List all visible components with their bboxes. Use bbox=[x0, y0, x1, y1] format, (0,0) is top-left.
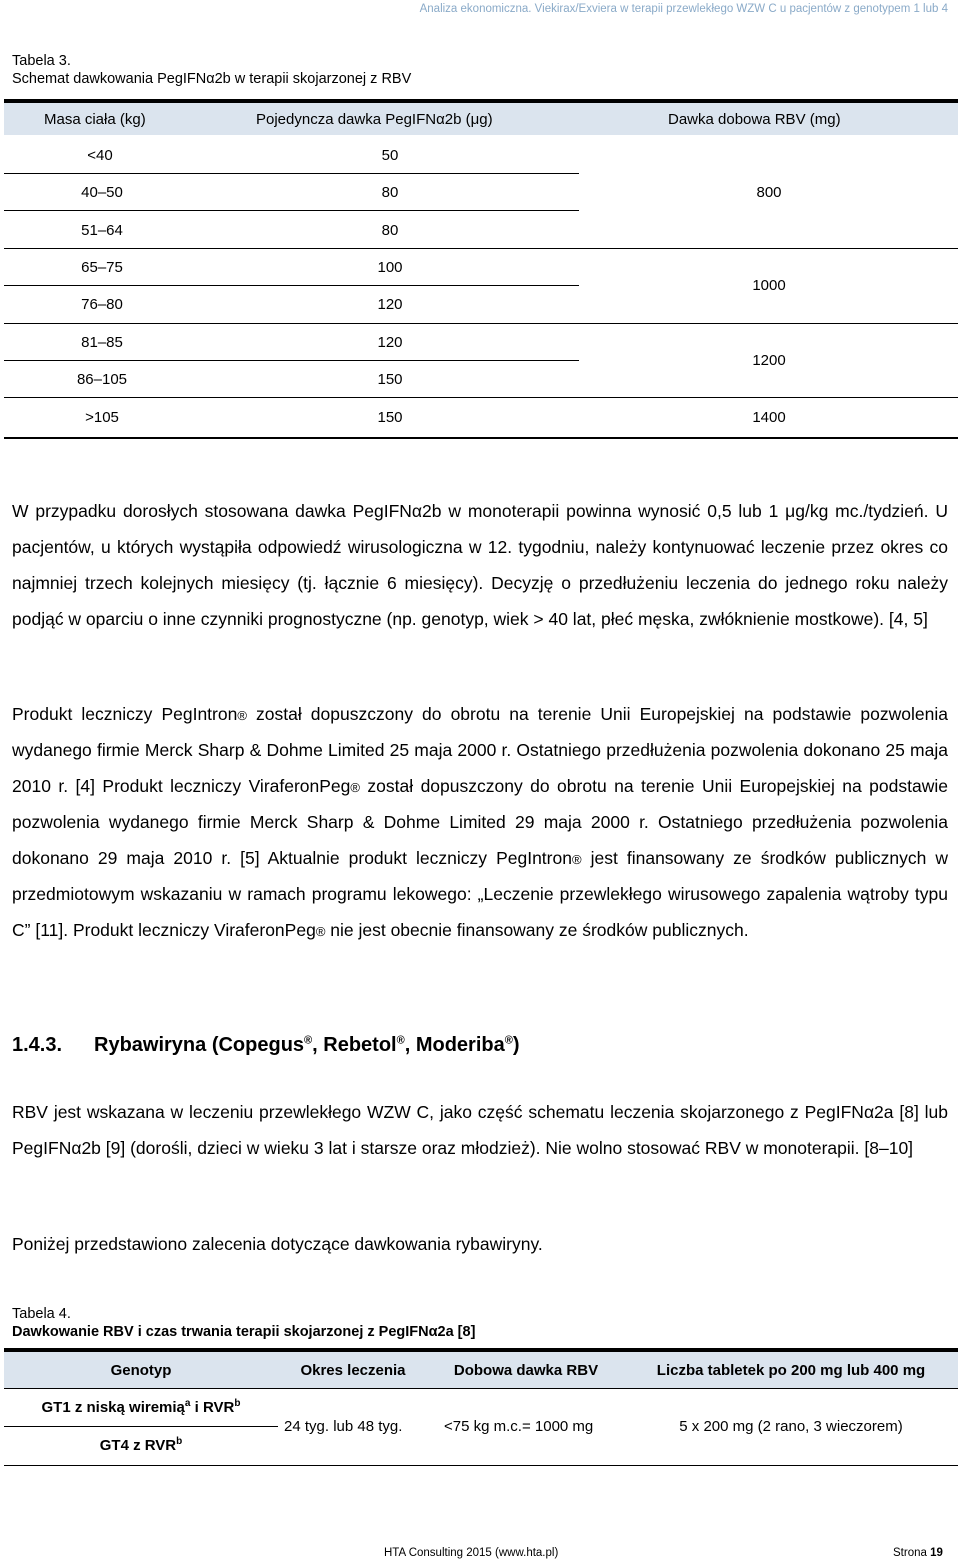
tablets-cell: 5 x 200 mg (2 rano, 3 wieczorem) bbox=[679, 1418, 903, 1435]
mass-cell: >105 bbox=[85, 409, 119, 426]
table4-header-row bbox=[4, 1352, 958, 1388]
mass-cell: 76–80 bbox=[81, 296, 123, 313]
mass-cell: 81–85 bbox=[81, 334, 123, 351]
paragraph-rbv-indication: RBV jest wskazana w leczeniu przewlekłego WZW C, jako część schematu leczenia skojarzonego z PegIFNα2a [8] lub PegIFNα2b [9] (dorośli, dzieci w wieku 3 lat i starsze oraz młodzież). Nie wolno stosować RBV w monoterapii. [8–10] bbox=[12, 1102, 948, 1158]
dose-cell: 80 bbox=[381, 222, 399, 239]
period-cell: 24 tyg. lub 48 tyg. bbox=[284, 1418, 403, 1435]
rbv-cell: 1000 bbox=[752, 277, 786, 294]
genotype-cell-gt4: GT4 z RVR$^b$ bbox=[99, 1436, 183, 1454]
table3-header-row bbox=[4, 103, 958, 135]
rbv-dose-cell: <75 kg m.c.= 1000 mg bbox=[444, 1418, 594, 1435]
mass-cell: 51–64 bbox=[81, 222, 123, 239]
mass-cell: 65–75 bbox=[81, 259, 123, 276]
section-number: 1.4.3. bbox=[12, 1034, 63, 1056]
dose-cell: 120 bbox=[377, 296, 403, 313]
rbv-cell: 1400 bbox=[752, 409, 786, 426]
col-header-period: Okres leczenia bbox=[300, 1362, 406, 1379]
col-header-rbv: Dawka dobowa RBV (mg) bbox=[668, 111, 841, 128]
dose-cell: 50 bbox=[381, 147, 399, 164]
table3-caption bbox=[12, 52, 411, 88]
rbv-cell: 1200 bbox=[752, 352, 786, 369]
mass-cell: 86–105 bbox=[76, 371, 128, 388]
rbv-cell: 800 bbox=[756, 184, 782, 201]
running-title: Analiza ekonomiczna. Viekirax/Exviera w terapii przewlekłego WZW C u pacjentów z genotypem 1 lub 4 bbox=[419, 3, 948, 15]
paragraph-rbv-intro: Poniżej przedstawiono zalecenia dotyczące dawkowania rybawiryny. bbox=[12, 1234, 543, 1254]
paragraph-authorisation: Produkt leczniczy PegIntron® został dopuszczony do obrotu na terenie Unii Europejskiej na podstawie pozwolenia wydanego firmie Merck Sharp & Dohme Limited 25 maja 2000 r. Ostatniego przedłużenia pozwolenia dokonano 25 maja 2010 r. [4] Produkt leczniczy ViraferonPeg® został dopuszczony do obrotu na terenie Unii Europejskiej na podstawie pozwolenia wydanego firmie Merck Sharp & Dohme Limited 29 maja 2000 r. Ostatniego przedłużenia pozwolenia dokonano 29 maja 2010 r. [5] Aktualnie produkt leczniczy PegIntron® jest finansowany ze środków publicznych w przedmiotowym wskazaniu w ramach programu lekowego: „Leczenie przewlekłego wirusowego zapalenia wątroby typu C” [11]. Produkt leczniczy ViraferonPeg® nie jest obecnie finansowany ze środków publicznych. bbox=[12, 704, 948, 940]
dose-cell: 150 bbox=[377, 371, 403, 388]
col-header-mass: Masa ciała (kg) bbox=[44, 111, 146, 128]
col-header-rbv-dose: Dobowa dawka RBV bbox=[453, 1362, 599, 1379]
table3-label: Tabela 3. bbox=[12, 53, 71, 69]
footer-left: HTA Consulting 2015 (www.hta.pl) bbox=[384, 1547, 559, 1559]
section-heading: 1.4.3. Rybawiryna (Copegus®, Rebetol®, Moderiba®) bbox=[12, 1034, 520, 1056]
table4-title: Dawkowanie RBV i czas trwania terapii skojarzonej z PegIFNα2a [8] bbox=[12, 1324, 476, 1340]
table4-label: Tabela 4. bbox=[12, 1306, 71, 1322]
footer-page: Strona 19 bbox=[893, 1547, 943, 1559]
table4-caption bbox=[12, 1305, 475, 1341]
col-header-dose: Pojedyncza dawka PegIFNα2b (μg) bbox=[256, 111, 493, 128]
mass-cell: 40–50 bbox=[81, 184, 123, 201]
dose-cell: 80 bbox=[381, 184, 399, 201]
paragraph-dosing-monotherapy: W przypadku dorosłych stosowana dawka PegIFNα2b w monoterapii powinna wynosić 0,5 lub 1 μg/kg mc./tydzień. U pacjentów, u których wystąpiła odpowiedź wirusologiczna w 12. tygodniu, należy kontynuować leczenie przez okres co najmniej trzech kolejnych miesięcy (tj. łącznie 6 miesięcy). Decyzję o przedłużeniu leczenia do jednego roku należy podjąć w oparciu o inne czynniki prognostyczne (np. genotyp, wiek > 40 lat, płeć męska, zwłóknienie mostkowe). [4, 5] bbox=[12, 501, 948, 629]
dose-cell: 150 bbox=[377, 409, 403, 426]
col-header-genotype: Genotyp bbox=[110, 1362, 172, 1379]
table3-title: Schemat dawkowania PegIFNα2b w terapii skojarzonej z RBV bbox=[12, 71, 412, 87]
running-header bbox=[0, 0, 960, 20]
mass-cell: <40 bbox=[87, 147, 113, 164]
dose-cell: 100 bbox=[377, 259, 403, 276]
dose-cell: 120 bbox=[377, 334, 403, 351]
col-header-tablets: Liczba tabletek po 200 mg lub 400 mg bbox=[656, 1362, 926, 1379]
genotype-cell-gt1: GT1 z niską wiremią$^a$ i RVR$^b$ bbox=[41, 1398, 241, 1416]
